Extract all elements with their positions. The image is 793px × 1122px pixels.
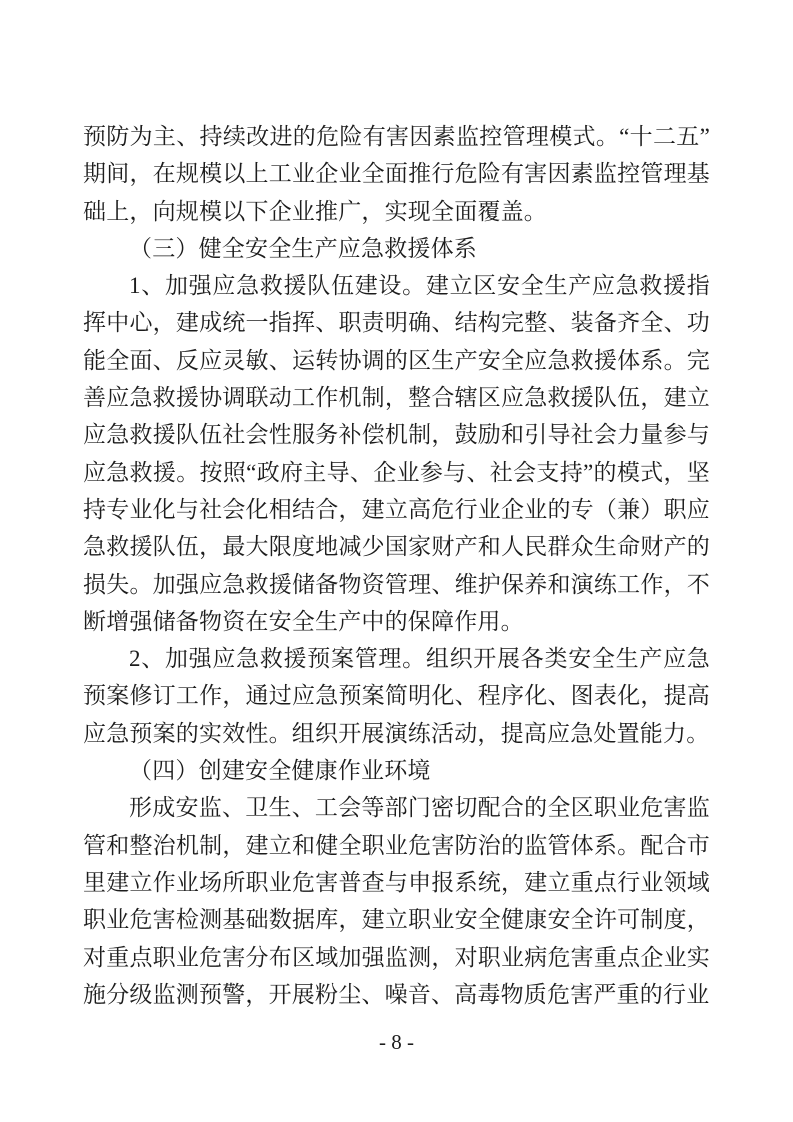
paragraph: 2、加强应急救援预案管理。组织开展各类安全生产应急预案修订工作，通过应急预案简明化、程序化、图表化，提高应急预案的实效性。组织开展演练活动，提高应急处置能力。 [83,646,710,746]
paragraph: 形成安监、卫生、工会等部门密切配合的全区职业危害监管和整治机制，建立和健全职业危害防治的监管体系。配合市里建立作业场所职业危害普查与申报系统，建立重点行业领域职业危害检测基础数据库，建立职业安全健康安全许可制度，对重点职业危害分布区域加强监测，对职业病危害重点企业实施分级监测预警，开展粉尘、噪音、高毒物质危害严重的行业 [83,795,710,1007]
section-heading: （三）健全安全生产应急救援体系 [129,235,477,261]
document-body [83,118,710,1013]
section-heading: （四）创建安全健康作业环境 [129,758,431,784]
page-number: - 8 - [379,1030,414,1054]
paragraph: 预防为主、持续改进的危险有害因素监控管理模式。“十二五”期间，在规模以上工业企业全面推行危险有害因素监控管理基础上，向规模以下企业推广，实现全面覆盖。 [83,124,710,224]
paragraph: 1、加强应急救援队伍建设。建立区安全生产应急救援指挥中心，建成统一指挥、职责明确、结构完整、装备齐全、功能全面、反应灵敏、运转协调的区生产安全应急救援体系。完善应急救援协调联动工作机制，整合辖区应急救援队伍，建立应急救援队伍社会性服务补偿机制，鼓励和引导社会力量参与应急救援。按照“政府主导、企业参与、社会支持”的模式，坚持专业化与社会化相结合，建立高危行业企业的专（兼）职应急救援队伍，最大限度地减少国家财产和人民群众生命财产的损失。加强应急救援储备物资管理、维护保养和演练工作，不断增强储备物资在安全生产中的保障作用。 [83,273,710,634]
